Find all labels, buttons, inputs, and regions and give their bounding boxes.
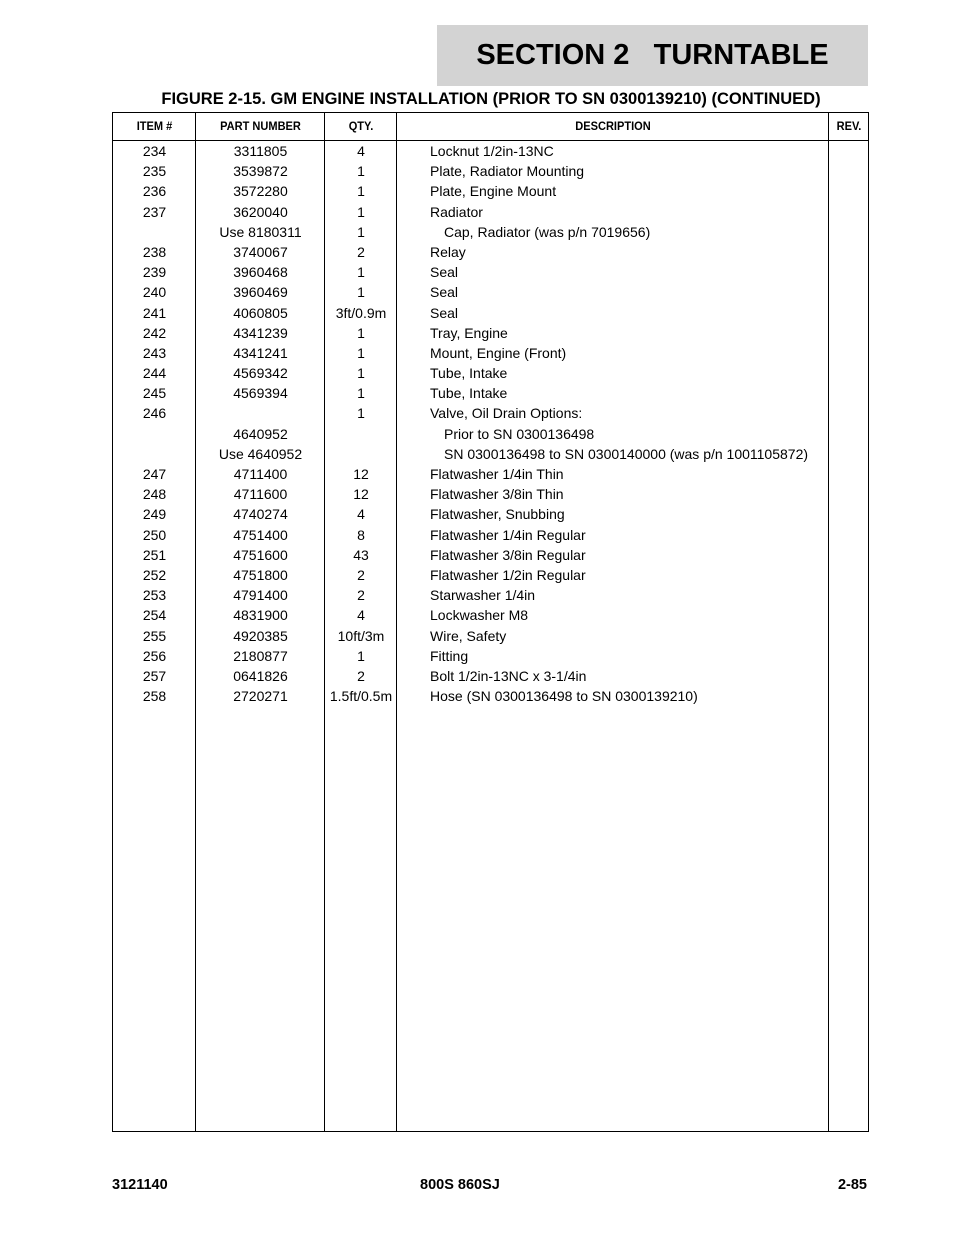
table-row [113,585,868,605]
description-cell: Flatwasher 3/8in Thin [430,486,564,503]
table-row [113,403,868,423]
part-number-cell: 4831900 [233,607,288,624]
part-number-cell: 2720271 [233,688,288,705]
item-cell: 254 [142,607,167,624]
table-row [113,202,868,222]
description-cell: Tube, Intake [430,385,508,402]
description-cell: Fitting [430,647,469,664]
qty-cell: 1.5ft/0.5m [329,688,393,705]
table-row [113,464,868,484]
part-number-cell: 0641826 [233,667,288,684]
description-cell: Wire, Safety [430,627,507,644]
description-cell: Tube, Intake [430,365,508,382]
description-cell: Flatwasher 3/8in Regular [430,546,586,563]
qty-cell: 8 [357,526,365,543]
table-row [113,565,868,585]
item-cell: 250 [142,526,167,543]
table-row [113,323,868,343]
header-rev: REV. [836,119,862,133]
item-cell: 252 [142,566,167,583]
item-cell: 247 [142,466,167,482]
part-number-cell: 4569342 [233,365,288,382]
qty-cell: 1 [357,365,365,382]
description-cell: Flatwasher 1/2in Regular [430,566,586,583]
footer-doc-number: 3121140 [112,1177,168,1193]
description-cell: Starwasher 1/4in [430,587,536,604]
qty-cell: 1 [357,264,365,281]
item-cell: 249 [142,506,167,523]
footer-page-number: 2-85 [837,1177,867,1193]
part-number-cell: 2180877 [233,647,288,664]
description-cell: Mount, Engine (Front) [430,344,567,361]
part-number-cell: Use 8180311 [219,223,302,240]
qty-cell: 4 [357,506,365,523]
qty-cell: 12 [353,486,369,503]
qty-cell: 43 [353,546,369,563]
section-title: SECTION 2 TURNTABLE [476,39,829,71]
part-number-cell: 3572280 [233,183,288,200]
footer-model: 800S 860SJ [420,1177,500,1193]
description-cell: Bolt 1/2in-13NC x 3-1/4in [430,667,587,684]
description-cell: Seal [430,264,459,281]
part-number-cell: 3311805 [233,143,288,159]
item-cell: 243 [142,344,167,361]
table-row [113,262,868,282]
item-cell: 240 [142,284,167,301]
item-cell: 255 [142,627,167,644]
table-row [113,303,868,323]
part-number-cell: 4060805 [233,304,288,321]
part-number-cell: 4341241 [233,344,288,361]
item-cell: 237 [142,203,167,220]
item-cell: 238 [142,243,167,260]
table-row [113,242,868,262]
description-cell: Lockwasher M8 [430,607,529,624]
item-cell: 244 [142,365,167,382]
qty-cell: 12 [353,466,369,482]
qty-cell: 1 [357,223,365,240]
description-cell: Locknut 1/2in-13NC [430,143,554,159]
part-number-cell: 4711600 [233,486,288,503]
table-row [113,545,868,565]
table-row [113,161,868,181]
qty-cell: 1 [357,183,365,200]
description-cell: Plate, Engine Mount [430,183,557,200]
table-row [113,504,868,524]
section-header [437,25,868,86]
qty-cell: 4 [357,607,365,624]
table-row [113,424,868,444]
table-row [113,484,868,504]
part-number-cell: 3960469 [233,284,288,301]
table-row [113,605,868,625]
description-cell: Hose (SN 0300136498 to SN 0300139210) [430,688,698,705]
item-cell: 251 [142,546,167,563]
part-number-cell: 3620040 [233,203,288,220]
parts-table [112,112,869,1132]
qty-cell: 1 [357,344,365,361]
item-cell: 235 [142,163,167,180]
table-body [113,141,868,706]
qty-cell: 10ft/3m [337,627,385,644]
description-cell: Valve, Oil Drain Options: [430,405,583,422]
part-number-cell: 4740274 [233,506,288,523]
item-cell: 258 [142,688,167,705]
qty-cell: 1 [357,647,365,664]
part-number-cell: 3539872 [233,163,288,180]
table-row [113,282,868,302]
header-qty: QTY. [348,119,374,133]
part-number-cell: Use 4640952 [218,445,303,462]
item-cell: 239 [142,264,167,281]
item-cell: 241 [142,304,167,321]
part-number-cell: 4341239 [233,324,288,341]
figure-title: FIGURE 2-15. GM ENGINE INSTALLATION (PRIOR TO SN 0300139210) (CONTINUED) [161,90,821,108]
description-cell: Radiator [430,203,483,220]
part-number-cell: 3740067 [233,243,288,260]
table-row [113,141,868,161]
qty-cell: 4 [357,143,365,159]
qty-cell: 1 [357,405,365,422]
description-cell: Tray, Engine [430,324,508,341]
item-cell: 248 [142,486,167,503]
description-cell: Flatwasher, Snubbing [430,506,565,523]
table-row [113,686,868,706]
description-cell: Cap, Radiator (was p/n 7019656) [444,223,651,240]
item-cell: 256 [142,647,167,664]
part-number-cell: 4640952 [233,425,288,442]
item-cell: 253 [142,587,167,604]
header-part-number: PART NUMBER [220,119,301,133]
qty-cell: 2 [357,566,365,583]
part-number-cell: 3960468 [233,264,288,281]
qty-cell: 3ft/0.9m [335,304,387,321]
qty-cell: 1 [357,385,365,402]
part-number-cell: 4791400 [233,587,288,604]
table-row [113,666,868,686]
item-cell: 236 [142,183,167,200]
qty-cell: 1 [357,324,365,341]
item-cell: 234 [142,143,167,159]
part-number-cell: 4751600 [233,546,288,563]
part-number-cell: 4920385 [233,627,288,644]
description-cell: Flatwasher 1/4in Thin [430,466,564,482]
description-cell: Plate, Radiator Mounting [430,163,585,180]
qty-cell: 1 [357,163,365,180]
part-number-cell: 4569394 [233,385,288,402]
description-cell: Seal [430,284,459,301]
description-cell: Seal [430,304,459,321]
table-row [113,181,868,201]
table-row [113,444,868,464]
description-cell: Flatwasher 1/4in Regular [430,526,586,543]
table-row [113,626,868,646]
item-cell: 257 [142,667,167,684]
table-row [113,343,868,363]
description-cell: SN 0300136498 to SN 0300140000 (was p/n 1001105872) [444,445,809,462]
description-cell: Relay [430,243,466,260]
table-row [113,383,868,403]
table-row [113,646,868,666]
header-description: DESCRIPTION [575,119,651,133]
qty-cell: 1 [357,203,365,220]
item-cell: 245 [142,385,167,402]
header-item: ITEM # [136,119,173,133]
qty-cell: 2 [357,587,365,604]
qty-cell: 2 [357,243,365,260]
item-cell: 242 [142,324,167,341]
table-row [113,525,868,545]
part-number-cell: 4751400 [233,526,288,543]
table-row [113,222,868,242]
qty-cell: 1 [357,284,365,301]
qty-cell: 2 [357,667,365,684]
table-row [113,363,868,383]
part-number-cell: 4751800 [233,566,288,583]
part-number-cell: 4711400 [233,466,288,482]
item-cell: 246 [142,405,167,422]
description-cell: Prior to SN 0300136498 [444,425,595,442]
